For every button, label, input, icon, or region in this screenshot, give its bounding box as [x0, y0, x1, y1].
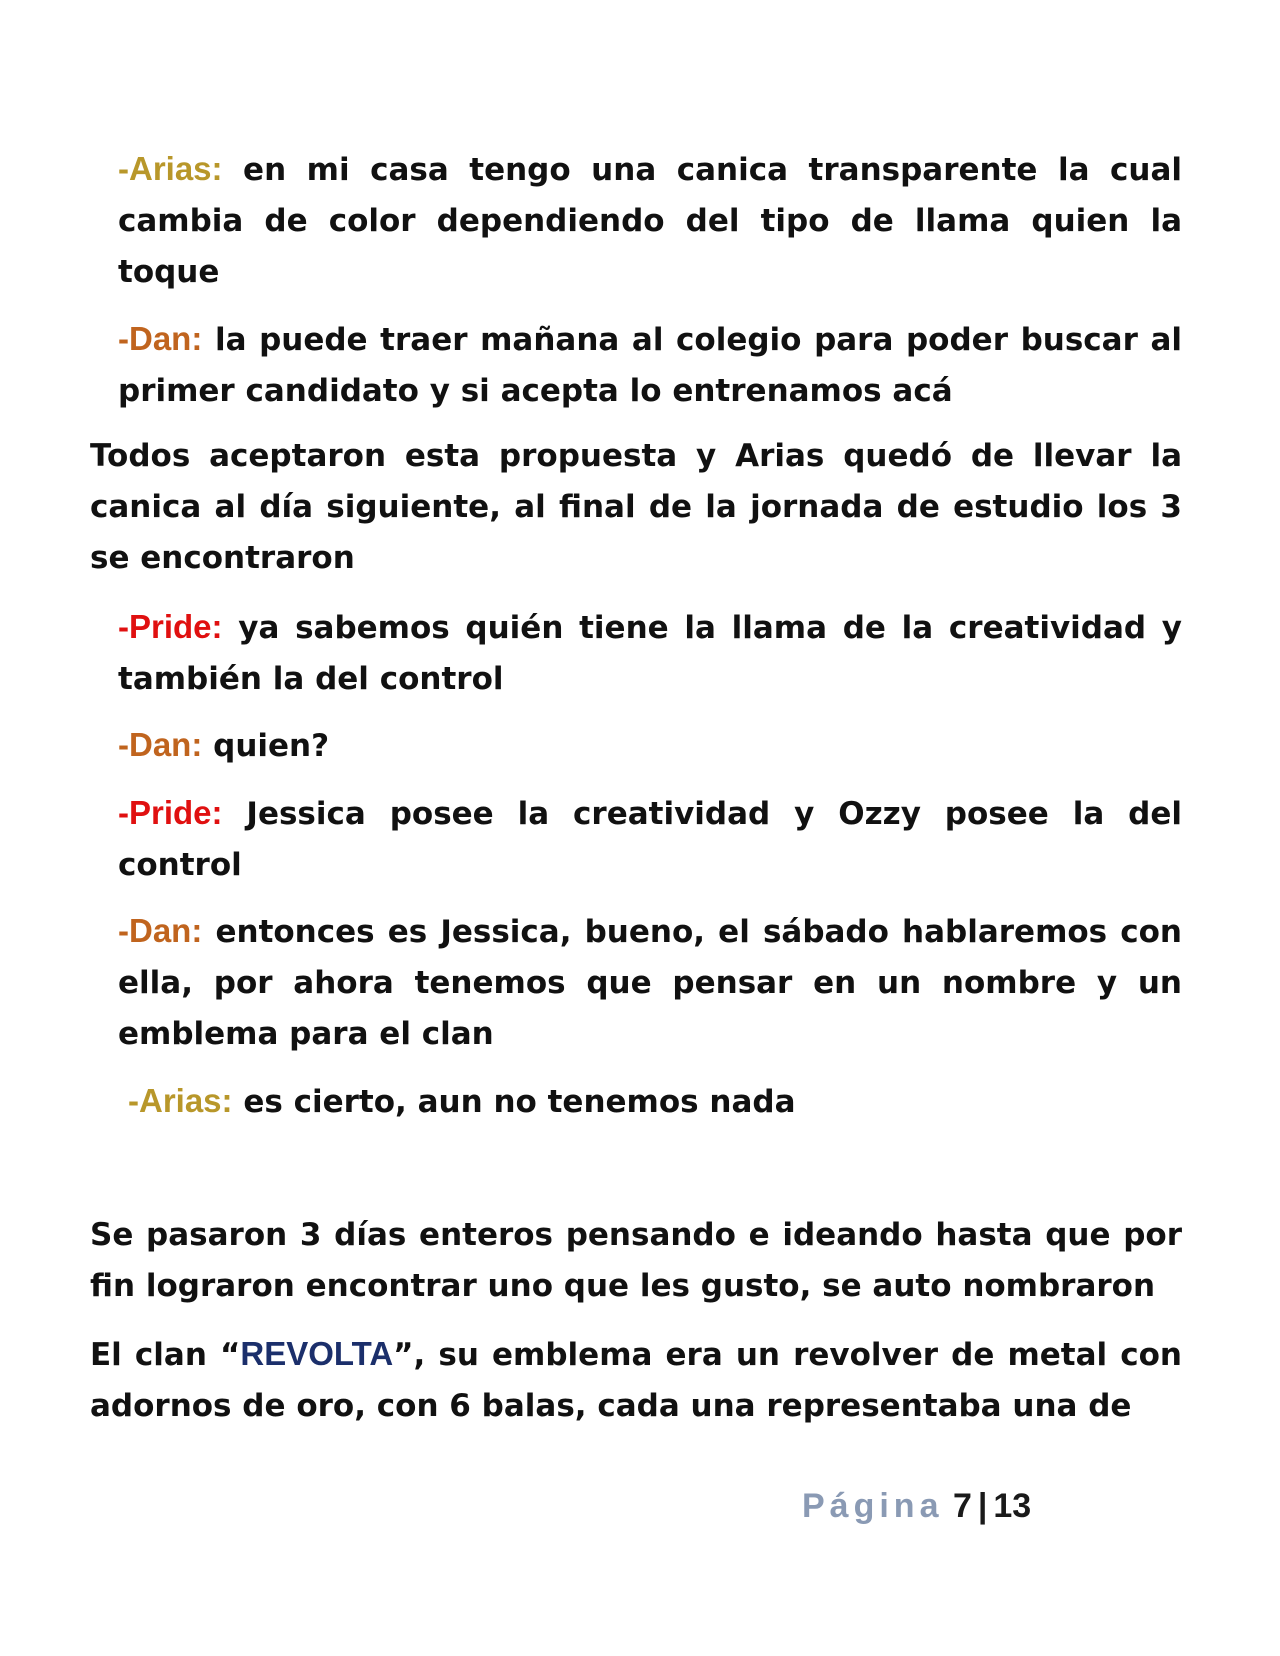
dialogue-text: entonces es Jessica, bueno, el sábado hablaremos con ella, por ahora tenemos que pensar en un nombre y un emblema para el clan	[118, 914, 1182, 1052]
speaker-label: -Dan:	[118, 320, 203, 357]
narration-text: Todos aceptaron esta propuesta y Arias quedó de llevar la canica al día siguiente, al final de la jornada de estudio los 3 se encontraron	[90, 438, 1182, 576]
narration-paragraph-1	[90, 431, 1182, 584]
dialogue-arias-2	[128, 1075, 1182, 1128]
clan-name: REVOLTA	[240, 1335, 394, 1372]
dialogue-text: Jessica posee la creatividad y Ozzy posee la del control	[118, 796, 1182, 883]
dialogue-dan-2	[118, 719, 1182, 772]
page-current: 7	[952, 1487, 972, 1525]
narration-paragraph-3	[90, 1328, 1182, 1432]
page-label: Página	[802, 1487, 944, 1525]
speaker-label: -Pride:	[118, 608, 223, 645]
speaker-label: -Pride:	[118, 794, 223, 831]
page-separator: |	[977, 1487, 988, 1525]
narration-text: Se pasaron 3 días enteros pensando e ideando hasta que por fin lograron encontrar uno que les gusto, se auto nombraron	[90, 1217, 1182, 1304]
page-footer	[802, 1486, 1031, 1526]
narration-text-after: ”, su emblema era un revolver de metal con adornos de oro, con 6 balas, cada una representaba una de	[90, 1337, 1182, 1424]
speaker-label: -Arias:	[128, 1082, 233, 1119]
dialogue-text: ya sabemos quién tiene la llama de la creatividad y también la del control	[118, 610, 1183, 697]
dialogue-pride-2	[118, 787, 1182, 891]
dialogue-pride-1	[118, 601, 1182, 705]
dialogue-text: la puede traer mañana al colegio para poder buscar al primer candidato y si acepta lo entrenamos acá	[118, 322, 1183, 409]
narration-text-before: El clan “	[90, 1337, 241, 1373]
page-total: 13	[993, 1487, 1032, 1525]
speaker-label: -Dan:	[118, 726, 203, 763]
dialogue-arias-1	[118, 143, 1182, 298]
dialogue-dan-3	[118, 905, 1182, 1060]
dialogue-text: quien?	[213, 728, 330, 764]
dialogue-dan-1	[118, 313, 1182, 417]
speaker-label: -Arias:	[118, 150, 223, 187]
dialogue-text: en mi casa tengo una canica transparente la cual cambia de color dependiendo del tipo de llama quien la toque	[118, 152, 1182, 290]
narration-paragraph-2	[90, 1210, 1182, 1312]
speaker-label: -Dan:	[118, 912, 203, 949]
dialogue-text: es cierto, aun no tenemos nada	[243, 1084, 796, 1120]
